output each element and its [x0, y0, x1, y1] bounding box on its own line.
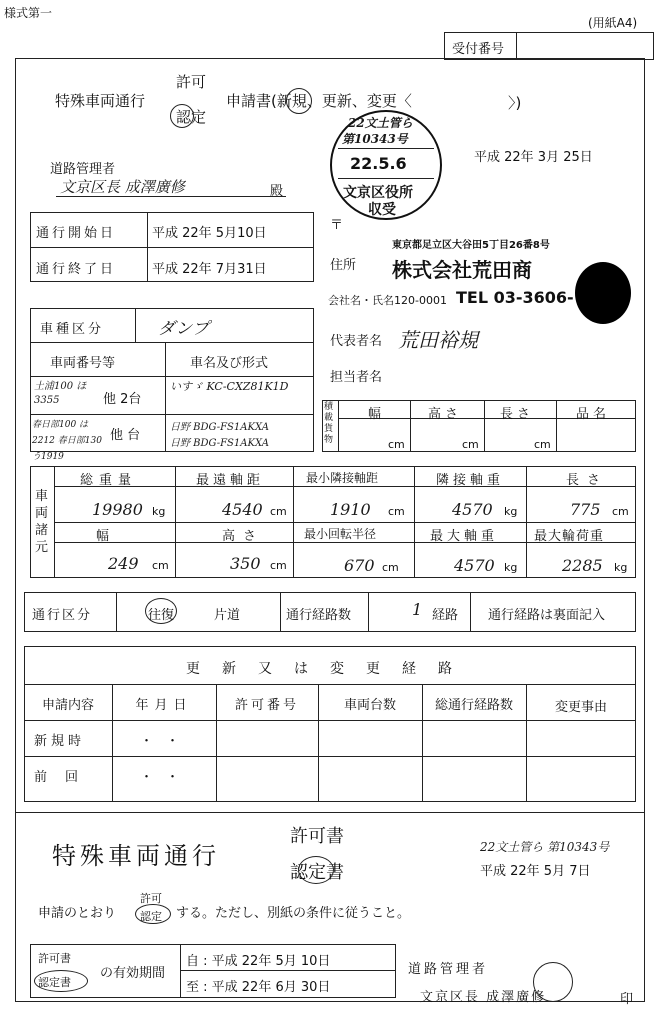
route-count-value: 1: [412, 600, 423, 619]
permit-admin-name: 文京区長 成澤廣修: [420, 990, 547, 1005]
road-admin-label: 道路管理者: [50, 162, 116, 177]
renewal-col-reason: 変更事由: [554, 700, 607, 715]
validity-to: 至 : 平成 22年 6月 30日: [186, 980, 331, 995]
height-value: 350: [230, 554, 261, 573]
height-unit: cm: [270, 559, 287, 572]
start-label: 通行開始日: [36, 226, 117, 241]
adjacent-weight-label: 隣接軸重: [436, 473, 505, 488]
adjacent-weight-value: 4570: [452, 500, 493, 519]
max-axle-label: 最大軸重: [430, 529, 499, 544]
cargo-length-label: 長さ: [500, 407, 535, 422]
postal-mark: 〒: [330, 218, 344, 233]
company-tel: TEL 03-3606-: [456, 288, 574, 307]
permit-body-b: する。ただし、別紙の条件に従うこと。: [176, 906, 411, 921]
vehicle-number-label: 車両番号等: [50, 356, 116, 371]
gross-weight-unit: kg: [152, 505, 166, 518]
turn-radius-label: 最小回転半径: [304, 527, 377, 541]
renewal-col-permit-no: 許可番号: [234, 698, 299, 713]
validity-kyoka: 許可書: [38, 952, 71, 965]
max-axle-value: 4570: [454, 556, 495, 575]
width-value: 249: [108, 554, 139, 573]
address-label: 住所: [330, 258, 357, 273]
road-admin-name: 文京区長 成澤廣修: [60, 178, 185, 196]
max-wheel-value: 2285: [562, 556, 603, 575]
min-adjacent-value: 1910: [330, 500, 371, 519]
wheelbase-value: 4540: [222, 500, 263, 519]
renewal-title: 更新又は変更経路: [186, 661, 474, 677]
permit-body-a: 申請のとおり: [38, 906, 117, 921]
ninteisho-circle: [298, 856, 334, 884]
seal-mark: 印: [620, 992, 634, 1007]
route-round-trip: 往復: [148, 608, 175, 623]
min-adjacent-label: 最小隣接軸距: [306, 471, 379, 485]
permit-kyokasho: 許可書: [290, 826, 344, 847]
gross-weight-label: 総重量: [80, 473, 138, 488]
stamp-line1: 22文土管ら: [348, 116, 413, 130]
stamp-received: 収受: [368, 202, 396, 218]
cargo-side-label: 積載貨物: [324, 402, 334, 445]
permit-number: 22文土管ら 第10343号: [480, 840, 610, 854]
end-label: 通行終了日: [36, 262, 117, 277]
renewal-row-new: 新規時: [34, 734, 86, 749]
validity-nintei: 認定書: [38, 976, 71, 989]
renewal-row-previous-date: ・ ・: [140, 770, 180, 785]
route-note: 通行経路は裏面記入: [488, 608, 606, 623]
permit-body-kyoka: 許可: [140, 892, 162, 905]
length-unit: cm: [612, 505, 629, 518]
receipt-number-label: 受付番号: [452, 42, 505, 57]
stamp-date: 22.5.6: [350, 154, 407, 173]
redaction-blob: [575, 262, 631, 324]
route-one-way: 片道: [214, 608, 241, 623]
height-label: 高さ: [222, 529, 265, 544]
shinki-circle: [286, 88, 312, 114]
round-trip-circle: [145, 598, 177, 624]
company-label: 会社名・氏名120-0001: [328, 294, 447, 307]
application-kind-close: 〉): [508, 94, 522, 112]
specs-side-label: 車両諸元: [35, 489, 49, 555]
road-admin-suffix: 殿: [270, 184, 284, 199]
max-wheel-unit: kg: [614, 561, 628, 574]
gross-weight-value: 19980: [92, 500, 143, 519]
representative-label: 代表者名: [330, 334, 383, 349]
max-wheel-label: 最大輪荷重: [534, 529, 605, 544]
application-kind: 申請書(新規、更新、変更〈: [226, 92, 412, 110]
application-title: 特殊車両通行: [55, 92, 146, 110]
length-value: 775: [570, 500, 601, 519]
cargo-width-label: 幅: [368, 407, 382, 422]
vehicle-other-2: 他 台: [110, 428, 141, 443]
vehicle-number-1: 土浦100 ほ3355: [34, 381, 87, 406]
turn-radius-value: 670: [344, 556, 375, 575]
address-value: 東京都足立区大谷田5丁目26番8号: [392, 240, 550, 251]
representative-name: 荒田裕規: [398, 328, 478, 352]
vehicle-model-2a: 日野 BDG-FS1AKXA: [170, 422, 269, 433]
vehicle-model-1: いすゞ KC-CXZ81K1D: [170, 380, 289, 393]
vehicle-other-1: 他 2台: [103, 392, 142, 407]
validity-label: の有効期間: [100, 966, 166, 981]
vehicle-type-value: ダンプ: [158, 319, 210, 339]
permit-date: 平成 22年 5月 7日: [480, 864, 591, 879]
wheelbase-unit: cm: [270, 505, 287, 518]
stamp-number: 第10343号: [342, 132, 408, 146]
renewal-row-previous: 前回: [34, 770, 97, 785]
stamp-office: 文京区役所: [343, 185, 413, 201]
width-unit: cm: [152, 559, 169, 572]
paper-size: (用紙A4): [588, 16, 638, 30]
renewal-col-content: 申請内容: [41, 698, 94, 713]
route-count-label: 通行経路数: [286, 608, 352, 623]
staff-label: 担当者名: [330, 370, 383, 385]
min-adjacent-unit: cm: [388, 505, 405, 518]
route-count-unit: 経路: [432, 608, 459, 623]
cargo-height-label: 高さ: [428, 407, 463, 422]
wheelbase-label: 最遠軸距: [196, 473, 265, 488]
renewal-col-routes: 総通行経路数: [434, 698, 513, 713]
company-name: 株式会社荒田商: [392, 258, 532, 282]
cargo-length-unit: cm: [534, 438, 551, 451]
renewal-col-vehicles: 車両台数: [343, 698, 396, 713]
vehicle-type-label: 車種区分: [40, 322, 105, 337]
title-nintei: 認定: [176, 108, 207, 126]
start-value: 平成 22年 5月10日: [152, 226, 267, 241]
cargo-item-label: 品名: [576, 407, 611, 422]
form-number: 様式第一: [4, 6, 53, 20]
route-class-label: 通行区分: [32, 608, 93, 623]
validity-from: 自 : 平成 22年 5月 10日: [186, 954, 331, 969]
permit-title: 特殊車両通行: [52, 842, 220, 870]
nintei-circle: [170, 104, 194, 128]
cargo-height-unit: cm: [462, 438, 479, 451]
adjacent-weight-unit: kg: [504, 505, 518, 518]
vehicle-model-2b: 日野 BDG-FS1AKXA: [170, 438, 269, 449]
permit-ninteisho: 認定書: [290, 862, 344, 883]
end-value: 平成 22年 7月31日: [152, 262, 267, 277]
length-label: 長さ: [566, 473, 609, 488]
permit-body-nintei: 認定: [140, 910, 162, 923]
vehicle-model-label: 車名及び形式: [190, 356, 269, 371]
vehicle-number-2: 春日部100 は2212 春日部130 う1919: [32, 420, 102, 462]
max-axle-unit: kg: [504, 561, 518, 574]
width-label: 幅: [96, 529, 110, 544]
admin-seal-stamp: [533, 962, 573, 1002]
application-date: 平成 22年 3月 25日: [474, 150, 593, 165]
renewal-row-new-date: ・ ・: [140, 734, 180, 749]
permit-admin-label: 道路管理者: [408, 962, 489, 977]
renewal-col-date: 年月日: [135, 698, 193, 713]
cargo-width-unit: cm: [388, 438, 405, 451]
body-nintei-circle: [135, 904, 171, 924]
turn-radius-unit: cm: [382, 561, 399, 574]
title-kyoka: 許可: [176, 73, 207, 91]
validity-nintei-circle: [34, 970, 88, 992]
